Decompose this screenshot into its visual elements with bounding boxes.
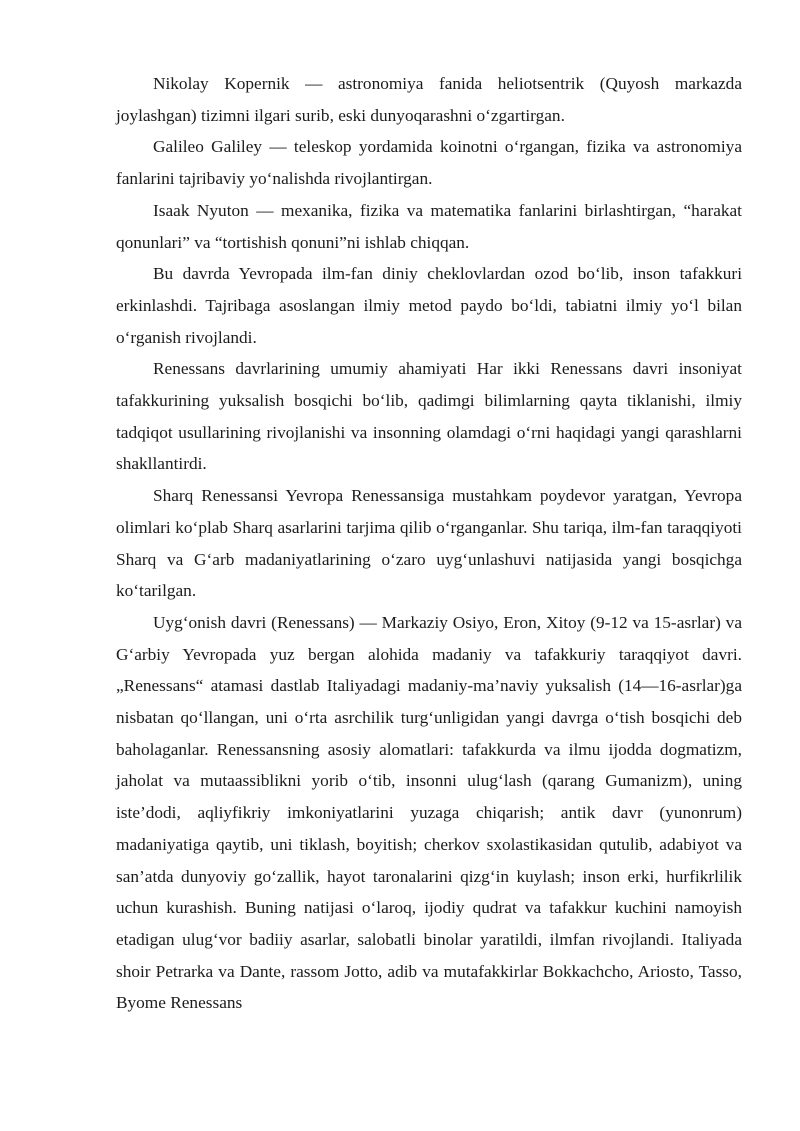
paragraph-renessans-ahamiyati: Renessans davrlarining umumiy ahamiyati Har ikki Renessans davri insoniyat tafakkurining yuksalish bosqichi boʻlib, qadimgi bilimlarning qayta tiklanishi, ilmiy tadqiqot usullarining rivojlanishi va insonning olamdagi oʻrni haqidagi yangi qarashlarni shakllantirdi.	[116, 359, 742, 474]
body-text	[116, 68, 742, 1019]
paragraph-kopernik: Nikolay Kopernik — astronomiya fanida heliotsentrik (Quyosh markazda joylashgan) tizimni ilgari surib, eski dunyoqarashni oʻzgartirgan.	[116, 74, 742, 125]
paragraph-yevropa-ilm-fan: Bu davrda Yevropada ilm-fan diniy cheklovlardan ozod boʻlib, inson tafakkuri erkinlashdi. Tajribaga asoslangan ilmiy metod paydo boʻldi, tabiatni ilmiy yoʻl bilan oʻrganish rivojlandi.	[116, 264, 742, 347]
paragraph-nyuton: Isaak Nyuton — mexanika, fizika va matematika fanlarini birlashtirgan, “harakat qonunlari” va “tortishish qonuni”ni ishlab chiqqan.	[116, 200, 742, 252]
paragraph-galiley: Galileo Galiley — teleskop yordamida koinotni oʻrgangan, fizika va astronomiya fanlarini tajribaviy yoʻnalishda rivojlantirgan.	[116, 137, 742, 189]
paragraph-sharq-renessansi: Sharq Renessansi Yevropa Renessansiga mustahkam poydevor yaratgan, Yevropa olimlari koʻplab Sharq asarlarini tarjima qilib oʻrganganlar. Shu tariqa, ilm-fan taraqqiyoti Sharq va Gʻarb madaniyatlarining oʻzaro uygʻunlashuvi natijasida yangi bosqichga koʻtarilgan.	[116, 486, 742, 601]
paragraph-uygonish-davri: Uygʻonish davri (Renessans) — Markaziy Osiyo, Eron, Xitoy (9-12 va 15-asrlar) va Gʻarbiy Yevropada yuz bergan alohida madaniy va tafakkuriy taraqqiyot davri. „Renessans“ atamasi dastlab Italiyadagi madaniy-ma’naviy yuksalish (14—16-asrlar)ga nisbatan qoʻllangan, uni oʻrta asrchilik turgʻunligidan yangi davrga oʻtish bosqichi deb baholaganlar. Renessansning asosiy alomatlari: tafakkurda va ilmu ijodda dogmatizm, jaholat va mutaassiblikni yorib oʻtib, insonni ulugʻlash (qarang Gumanizm), uning iste’dodi, aqliyfikriy imkoniyatlarini yuzaga chiqarish; antik davr (yunonrum) madaniyatiga qaytib, uni tiklash, boyitish; cherkov sxolastikasidan qutulib, adabiyot va san’atda dunyoviy goʻzallik, hayot taronalarini qizgʻin kuylash; inson erki, hurfikrlilik uchun kurashish. Buning natijasi oʻlaroq, ijodiy qudrat va tafakkur kuchini namoyish etadigan ulugʻvor badiiy asarlar, salobatli binolar yaratildi, ilmfan rivojlandi. Italiyada shoir Petrarka va Dante, rassom Jotto, adib va mutafakkirlar Bokkachcho, Ariosto, Tasso, Byome Renessans	[116, 612, 742, 1013]
